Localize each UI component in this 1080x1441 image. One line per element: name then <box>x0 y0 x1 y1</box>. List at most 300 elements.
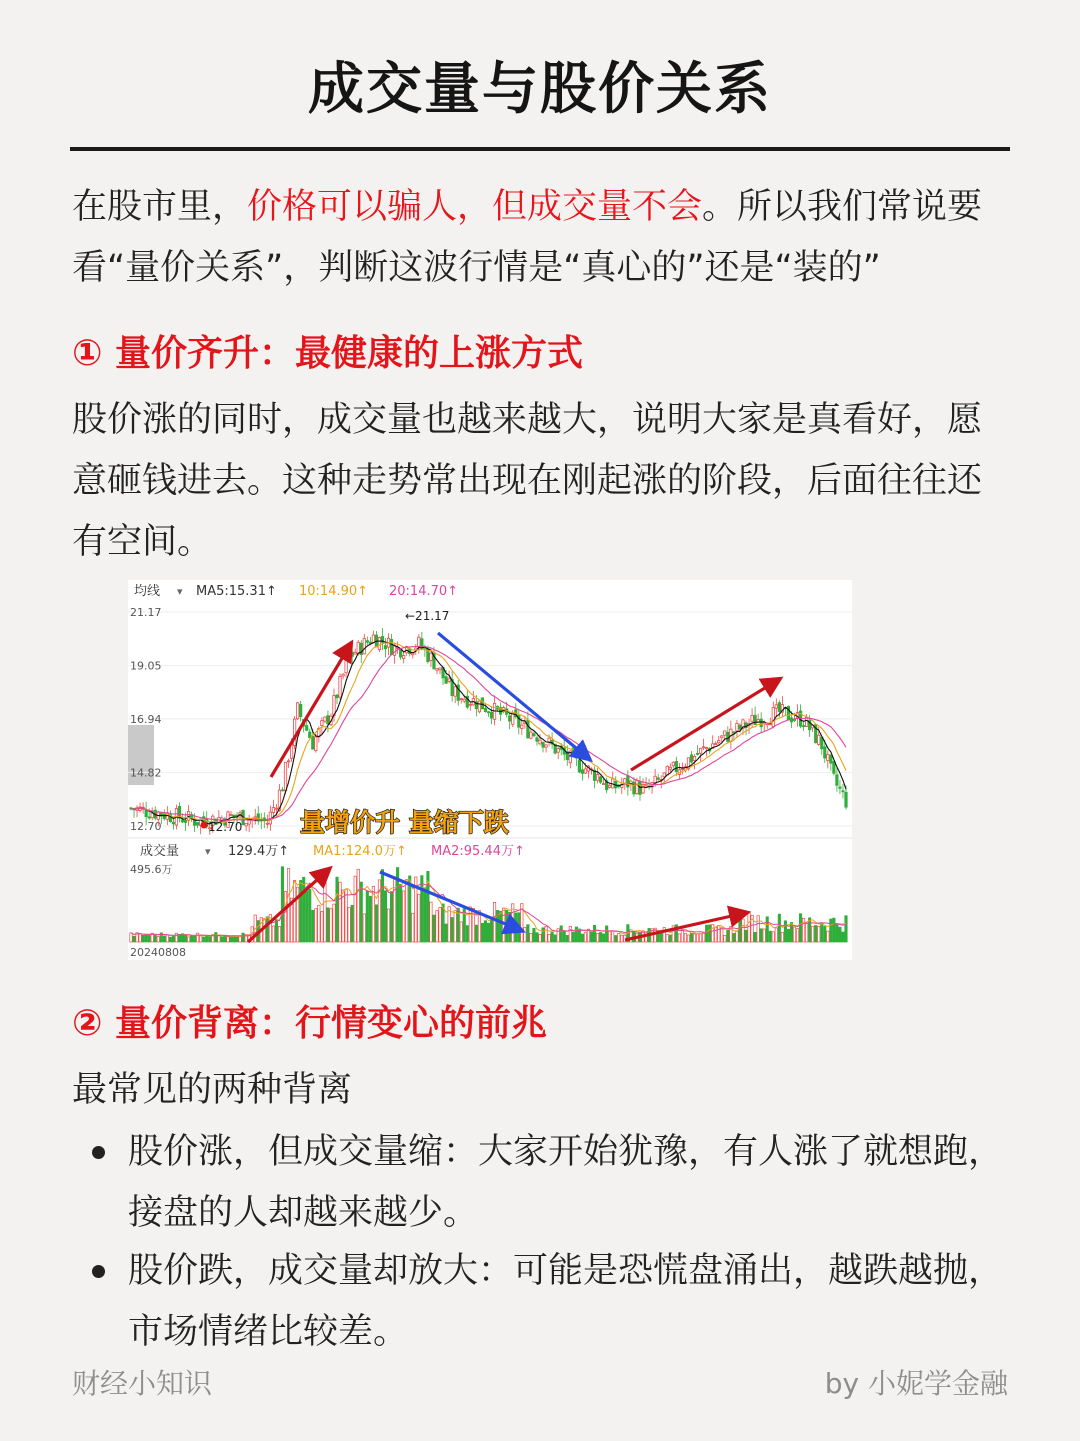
candle-body <box>309 732 311 738</box>
volume-bar <box>666 935 668 942</box>
volume-bar <box>266 917 268 942</box>
candle-body <box>339 676 341 697</box>
volume-bar <box>602 934 604 942</box>
volume-bar <box>836 924 838 942</box>
candle-body <box>715 744 717 745</box>
candle-body <box>760 719 762 727</box>
intro-paragraph <box>72 177 1012 299</box>
price-tick-label: 21.17 <box>130 606 162 619</box>
volume-bar <box>357 869 359 942</box>
volume-bar <box>618 933 620 942</box>
title-divider <box>70 147 1010 151</box>
volume-bar <box>148 935 150 942</box>
candle-body <box>448 679 450 682</box>
volume-bar <box>596 933 598 942</box>
price-ticks <box>130 606 162 833</box>
volume-bar <box>354 876 356 942</box>
candle-body <box>751 715 753 721</box>
price-tick-label: 14.82 <box>130 766 162 780</box>
volume-bar <box>451 918 453 942</box>
volume-bar <box>324 872 326 942</box>
candle-body <box>608 785 610 787</box>
volume-bar <box>348 908 350 942</box>
blue-trend-arrow <box>438 633 588 758</box>
volume-bar <box>533 928 535 942</box>
volume-bar <box>309 889 311 942</box>
candle-body <box>484 708 486 711</box>
candle-body <box>463 699 465 701</box>
stock-chart <box>128 580 852 960</box>
candle-body <box>233 815 235 817</box>
volume-bar <box>748 913 750 942</box>
candle-body <box>599 777 601 782</box>
volume-bar <box>793 927 795 942</box>
date-label: 20240808 <box>130 946 186 959</box>
candle-body <box>721 736 723 738</box>
volume-bar <box>330 909 332 942</box>
ma-selector[interactable]: 均线 <box>134 584 161 599</box>
volume-bar <box>366 891 368 942</box>
candle-body <box>393 645 395 655</box>
volume-bar <box>130 933 132 942</box>
price-grid <box>128 612 852 826</box>
volume-bar <box>190 936 192 942</box>
volume-legend: 129.4万↑ <box>228 844 290 859</box>
volume-bar <box>445 924 447 942</box>
price-tick-label: 19.05 <box>130 659 162 673</box>
candle-body <box>184 820 186 822</box>
volume-bar <box>778 914 780 942</box>
ma-selector-arrow[interactable]: ▾ <box>177 585 183 598</box>
volume-bar <box>196 933 198 942</box>
volume-bar <box>393 877 395 942</box>
volume-bar <box>215 933 217 942</box>
volume-bar <box>390 892 392 942</box>
volume-bar <box>269 915 271 942</box>
candle-body <box>602 784 604 785</box>
candle-body <box>639 782 641 795</box>
volume-bar <box>551 932 553 942</box>
low-marker: 12.70 <box>208 820 243 834</box>
volume-bar <box>469 907 471 942</box>
volume-selector-arrow[interactable]: ▾ <box>205 845 211 858</box>
volume-bar <box>581 934 583 942</box>
section1-body: 股价涨的同时，成交量也越来越大，说明大家是真看好，愿意砸钱进去。这种走势常出现在刚起涨的阶段，后面往往还有空间。 <box>72 400 983 562</box>
volume-bar <box>278 926 280 942</box>
volume-bar <box>206 936 208 942</box>
candle-body <box>299 704 301 716</box>
bullet-item-2: 股价跌，成交量却放大：可能是恐慌盘涌出，越跌越抛，市场情绪比较差。 <box>128 1251 1004 1352</box>
candle-body <box>775 705 777 708</box>
volume-bar <box>154 935 156 942</box>
ma5-legend: MA5:15.31↑ <box>196 584 277 599</box>
intro-highlight: 价格可以骗人，但成交量不会 <box>247 187 703 227</box>
volume-bar <box>593 925 595 942</box>
volume-bar <box>221 937 223 942</box>
volume-bar <box>439 907 441 942</box>
high-marker: ←21.17 <box>405 609 450 623</box>
candle-body <box>842 791 844 792</box>
ma10-legend: 10:14.90↑ <box>299 584 369 599</box>
candle-body <box>845 792 847 807</box>
candle-body <box>666 766 668 775</box>
volume-bar <box>739 917 741 942</box>
candle-body <box>454 687 456 696</box>
candle-body <box>669 767 671 769</box>
candle-body <box>421 639 423 648</box>
volume-bar <box>218 936 220 942</box>
candle-body <box>578 760 580 772</box>
section2-subtitle: 最常见的两种背离 <box>72 1070 353 1110</box>
candle-body <box>357 642 359 653</box>
candle-body <box>172 822 174 824</box>
candle-body <box>351 652 353 656</box>
volume-bar <box>209 937 211 942</box>
volume-max-label: 495.6万 <box>130 863 173 876</box>
candle-body <box>718 741 720 743</box>
candle-body <box>527 720 529 738</box>
volume-bar <box>175 933 177 942</box>
candle-body <box>469 704 471 705</box>
volume-bar <box>166 935 168 942</box>
candle-body <box>490 712 492 718</box>
volume-bar <box>784 921 786 942</box>
volume-bar <box>608 931 610 942</box>
candle-body <box>336 695 338 698</box>
volume-bar <box>845 916 847 942</box>
volume-bar <box>745 930 747 942</box>
volume-bar <box>842 932 844 942</box>
candle-body <box>478 701 480 712</box>
candle-body <box>696 753 698 754</box>
candle-body <box>284 762 286 790</box>
candle-body <box>833 762 835 774</box>
volume-bar <box>775 928 777 942</box>
candle-body <box>384 646 386 649</box>
bullet-item-1: 股价涨，但成交量缩：大家开始犹豫，有人涨了就想跑，接盘的人却越来越少。 <box>128 1132 1004 1233</box>
volume-bar <box>721 928 723 942</box>
volume-bar <box>336 877 338 942</box>
volume-bar <box>187 937 189 942</box>
candle-body <box>324 717 326 721</box>
candle-body <box>654 776 656 783</box>
candle-body <box>824 747 826 758</box>
candle-body <box>402 656 404 659</box>
volume-bar <box>818 926 820 942</box>
candle-body <box>584 769 586 773</box>
candle-body <box>145 810 147 816</box>
volume-bar <box>833 918 835 942</box>
volume-bar <box>669 935 671 942</box>
volume-bar <box>757 916 759 942</box>
volume-bar <box>139 934 141 942</box>
candle-body <box>151 813 153 817</box>
volume-bar <box>527 925 529 942</box>
volume-bar <box>693 934 695 942</box>
ma-lines <box>131 641 846 824</box>
volume-bar <box>263 919 265 942</box>
volume-bar <box>490 920 492 942</box>
volume-bar <box>448 907 450 942</box>
candle-body <box>348 655 350 661</box>
ma5-line <box>131 641 846 824</box>
volume-bar <box>605 926 607 942</box>
candle-body <box>690 755 692 762</box>
price-tick-label: 12.70 <box>130 820 162 833</box>
volume-bar <box>484 921 486 942</box>
candle-body <box>296 703 298 719</box>
volume-bar <box>545 926 547 942</box>
volume-bars <box>130 867 847 942</box>
volume-bar <box>830 919 832 942</box>
volume-bar <box>584 933 586 942</box>
volume-bar <box>384 891 386 942</box>
candle-body <box>481 698 483 709</box>
volume-bar <box>224 936 226 942</box>
volume-bar <box>299 880 301 942</box>
candle-body <box>363 639 365 654</box>
candle-body <box>545 745 547 747</box>
volume-bar <box>678 934 680 942</box>
volume-bar <box>239 936 241 942</box>
candle-body <box>230 814 232 815</box>
candle-body <box>596 775 598 781</box>
volume-bar <box>399 884 401 942</box>
volume-bar <box>360 882 362 942</box>
volume-bar <box>184 934 186 942</box>
candle-body <box>581 770 583 774</box>
volume-bar <box>236 937 238 942</box>
volume-bar <box>760 929 762 942</box>
volume-bar <box>621 935 623 942</box>
candle-body <box>148 817 150 818</box>
volume-bar <box>315 909 317 942</box>
volume-bar <box>242 933 244 942</box>
volume-bar <box>321 912 323 942</box>
volume-bar <box>575 927 577 942</box>
volume-bar <box>163 936 165 942</box>
candle-body <box>839 787 841 788</box>
volume-bar <box>227 937 229 942</box>
volume-bar <box>690 933 692 942</box>
volume-bar <box>436 911 438 942</box>
volume-bar <box>518 913 520 942</box>
stock-chart-svg <box>128 580 852 960</box>
candle-body <box>548 738 550 742</box>
candle-body <box>342 674 344 676</box>
candle-body <box>327 716 329 724</box>
volume-bar <box>687 935 689 942</box>
volume-bar <box>736 931 738 942</box>
volume-bar <box>333 904 335 942</box>
candle-body <box>693 756 695 760</box>
candle-body <box>757 720 759 722</box>
volume-bar <box>839 927 841 942</box>
candle-body <box>345 660 347 672</box>
volume-bar <box>312 910 314 942</box>
volume-bar <box>142 935 144 942</box>
section1-heading: ① 量价齐升：最健康的上涨方式 <box>72 333 584 374</box>
volume-bar <box>193 936 195 942</box>
candle-body <box>521 725 523 728</box>
candle-body <box>436 669 438 671</box>
candle-body <box>509 716 511 721</box>
volume-bar <box>560 926 562 942</box>
candle-body <box>321 721 323 726</box>
volume-bar <box>536 933 538 942</box>
volume-bar <box>475 925 477 942</box>
candle-body <box>778 703 780 712</box>
volume-bar <box>424 888 426 942</box>
volume-bar <box>754 932 756 942</box>
volume-bar <box>612 931 614 942</box>
candle-body <box>802 726 804 727</box>
candle-body <box>663 773 665 777</box>
volume-bar <box>460 922 462 942</box>
volume-bar <box>815 926 817 942</box>
candle-body <box>699 748 701 753</box>
volume-bar <box>599 932 601 942</box>
volume-bar <box>133 936 135 942</box>
volume-bar <box>772 932 774 942</box>
candle-body <box>657 778 659 780</box>
ma10-line <box>131 643 846 822</box>
volume-bar <box>306 891 308 942</box>
volume-bar <box>705 925 707 942</box>
volume-bar <box>548 934 550 942</box>
volume-bar <box>805 923 807 942</box>
volume-bar <box>821 923 823 942</box>
candle-body <box>539 740 541 744</box>
volume-bar <box>203 937 205 942</box>
footer-category: 财经小知识 <box>72 1367 213 1400</box>
volume-bar <box>799 914 801 942</box>
volume-bar <box>363 914 365 942</box>
volume-bar <box>742 919 744 942</box>
volume-bar <box>466 926 468 942</box>
volume-bar <box>145 935 147 942</box>
volume-bar <box>433 915 435 942</box>
candle-body <box>287 761 289 762</box>
volume-bar <box>430 902 432 942</box>
volume-bar <box>157 937 159 942</box>
price-tick-label: 16.94 <box>130 712 162 726</box>
candle-body <box>542 742 544 747</box>
candle-body <box>754 715 756 724</box>
ma20-line <box>131 646 846 820</box>
volume-bar <box>827 931 829 942</box>
volume-bar <box>275 920 277 942</box>
candle-body <box>636 780 638 793</box>
volume-bar <box>615 936 617 942</box>
candle-body <box>181 820 183 822</box>
volume-bar <box>199 936 201 942</box>
volume-selector[interactable]: 成交量 <box>140 844 180 859</box>
candle-body <box>275 808 277 809</box>
candle-body <box>739 725 741 729</box>
volume-bar <box>454 911 456 942</box>
candle-body <box>245 823 247 826</box>
candle-body <box>736 723 738 730</box>
volume-bar <box>727 930 729 942</box>
candle-body <box>827 755 829 761</box>
volume-bar <box>566 935 568 942</box>
volume-bar <box>487 923 489 942</box>
candle-body <box>772 707 774 726</box>
candle-body <box>445 677 447 684</box>
volume-bar <box>302 877 304 942</box>
candle-body <box>836 775 838 786</box>
candle-body <box>793 720 795 721</box>
volume-bar <box>554 935 556 942</box>
volume-bar <box>318 905 320 942</box>
volume-bar <box>281 867 283 942</box>
overlay-caption: 量增价升 量缩下跌 <box>300 808 509 837</box>
volume-bar <box>493 902 495 942</box>
volume-bar <box>733 933 735 942</box>
vol-ma2-legend: MA2:95.44万↑ <box>431 844 525 859</box>
candle-body <box>196 822 198 825</box>
candle-body <box>430 653 432 660</box>
low-dot <box>201 822 208 829</box>
volume-bar <box>405 880 407 942</box>
candle-body <box>312 736 314 749</box>
volume-bar <box>539 934 541 942</box>
volume-bar <box>169 937 171 942</box>
volume-bar <box>711 925 713 942</box>
intro-text-2: 。所以我们常说要看“量价关系”，判断这波行情是“真心的”还是“装的” <box>72 187 983 288</box>
volume-bar <box>569 926 571 942</box>
volume-bar <box>696 934 698 942</box>
volume-bar <box>481 923 483 942</box>
ma20-legend: 20:14.70↑ <box>389 584 459 599</box>
volume-bar <box>715 927 717 942</box>
volume-bar <box>824 927 826 942</box>
volume-bar <box>811 926 813 942</box>
volume-bar <box>230 936 232 942</box>
candle-body <box>830 755 832 763</box>
section2-heading: ② 量价背离：行情变心的前兆 <box>72 1003 548 1044</box>
candle-body <box>675 761 677 771</box>
candle-body <box>390 639 392 654</box>
candle-body <box>315 737 317 751</box>
candle-body <box>487 712 489 713</box>
volume-bar <box>657 934 659 942</box>
candle-body <box>705 748 707 749</box>
volume-bar <box>421 876 423 942</box>
volume-bar <box>387 909 389 942</box>
candle-body <box>624 779 626 784</box>
vol-ma1-legend: MA1:124.0万↑ <box>313 844 407 859</box>
volume-bar <box>293 880 295 942</box>
volume-bar <box>718 925 720 942</box>
candle-body <box>681 769 683 770</box>
volume-bar <box>381 870 383 942</box>
volume-bar <box>563 931 565 942</box>
bullet-dot <box>92 1265 105 1278</box>
volume-bar <box>530 933 532 942</box>
bullet-dot <box>92 1146 105 1159</box>
volume-bar <box>769 931 771 942</box>
candle-body <box>266 823 268 824</box>
candle-body <box>530 732 532 738</box>
volume-bar <box>524 927 526 942</box>
volume-bar <box>699 933 701 942</box>
volume-bar <box>375 905 377 942</box>
candle-body <box>633 782 635 794</box>
volume-bar <box>708 925 710 942</box>
volume-bar <box>327 908 329 942</box>
